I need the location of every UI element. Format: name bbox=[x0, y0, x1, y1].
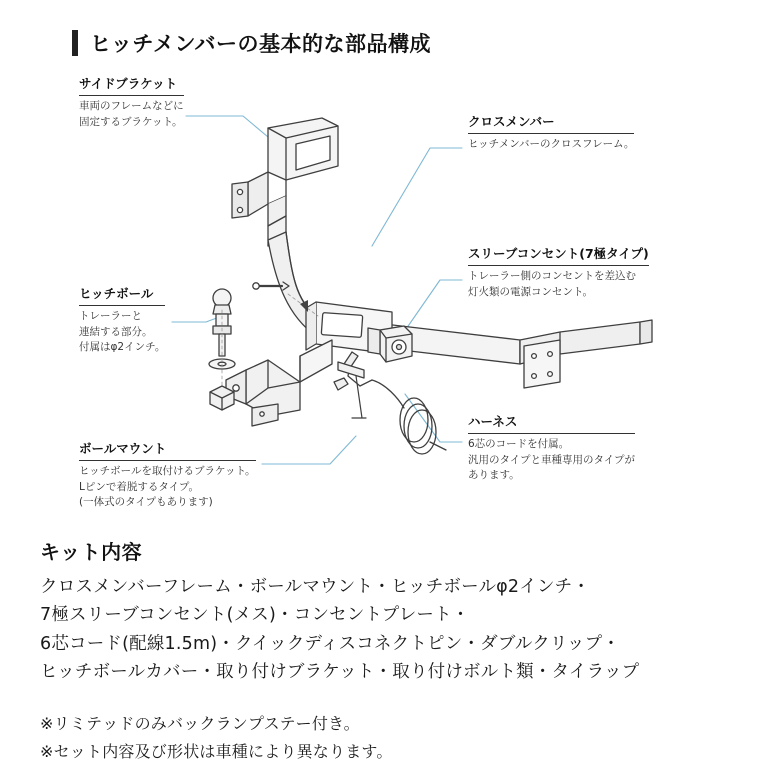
callout-body-line: 汎用のタイプと車種専用のタイプが bbox=[468, 453, 635, 466]
kit-contents-line: クロスメンバーフレーム・ボールマウント・ヒッチボールφ2インチ・ bbox=[40, 577, 591, 597]
kit-contents-section bbox=[40, 536, 750, 765]
callout-body-line: ヒッチメンバーのクロスフレーム。 bbox=[468, 137, 635, 150]
callout-body-line: 車両のフレームなどに bbox=[79, 99, 184, 112]
callout-underline bbox=[468, 433, 635, 434]
callout-hitch-ball bbox=[79, 286, 165, 356]
callout-title: ハーネス bbox=[468, 414, 518, 429]
callout-underline bbox=[79, 305, 165, 306]
header-accent-bar bbox=[72, 30, 78, 56]
callout-body-line: 固定するブラケット。 bbox=[79, 115, 183, 128]
callout-body-line: トレーラーと bbox=[79, 309, 142, 322]
callout-body-line: (一体式のタイプもあります) bbox=[79, 496, 213, 509]
kit-note: ※リミテッドのみバックランプステー付き。 bbox=[40, 714, 360, 734]
callout-title: ボールマウント bbox=[79, 441, 167, 456]
callout-underline bbox=[79, 95, 184, 96]
callout-underline bbox=[79, 460, 256, 461]
hitch-member-diagram bbox=[0, 64, 778, 522]
kit-contents-line: 6芯コード(配線1.5m)・クイックディスコネクトピン・ダブルクリップ・ bbox=[40, 633, 620, 654]
callout-title: スリーブコンセント(7極タイプ) bbox=[468, 246, 649, 261]
kit-contents-line: 7極スリーブコンセント(メス)・コンセントプレート・ bbox=[40, 605, 470, 626]
callout-body-line: 付属はφ2インチ。 bbox=[79, 341, 166, 354]
hitch-ball-part bbox=[209, 289, 235, 410]
callout-sleeve-outlet bbox=[468, 246, 649, 300]
callout-harness bbox=[468, 414, 635, 484]
callout-body-line: ヒッチボールを取付けるブラケット。 bbox=[79, 464, 256, 477]
kit-notes bbox=[40, 710, 750, 764]
callout-underline bbox=[468, 133, 634, 134]
callout-title: ヒッチボール bbox=[79, 286, 154, 301]
callout-title: クロスメンバー bbox=[468, 114, 555, 129]
support-brace-part bbox=[338, 362, 366, 418]
callout-body-line: 連結する部分。 bbox=[79, 325, 153, 338]
callout-cross-member bbox=[468, 114, 634, 153]
ball-mount-part bbox=[226, 340, 332, 426]
sleeve-outlet-part bbox=[368, 326, 412, 362]
callout-body-line: 6芯のコードを付属。 bbox=[468, 437, 570, 450]
kit-contents-title: キット内容 bbox=[40, 540, 143, 564]
callout-title: サイドブラケット bbox=[79, 76, 178, 91]
callout-body-line: トレーラー側のコンセントを差込む bbox=[468, 269, 636, 282]
callout-underline bbox=[468, 265, 649, 266]
callout-ball-mount bbox=[79, 441, 256, 511]
kit-note: ※セット内容及び形状は車種により異なります。 bbox=[40, 741, 393, 761]
side-bracket-part bbox=[232, 118, 338, 246]
callout-body-line: 灯火類の電源コンセント。 bbox=[468, 285, 594, 298]
callout-side-bracket bbox=[79, 76, 184, 130]
page-header bbox=[72, 28, 431, 58]
callout-body-line: あります。 bbox=[468, 469, 520, 482]
callout-body-line: Lピンで着脱するタイプ。 bbox=[79, 480, 199, 493]
kit-contents-line: ヒッチボールカバー・取り付けブラケット・取り付けボルト類・タイラップ bbox=[40, 662, 640, 683]
page-title: ヒッチメンバーの基本的な部品構成 bbox=[90, 32, 432, 56]
